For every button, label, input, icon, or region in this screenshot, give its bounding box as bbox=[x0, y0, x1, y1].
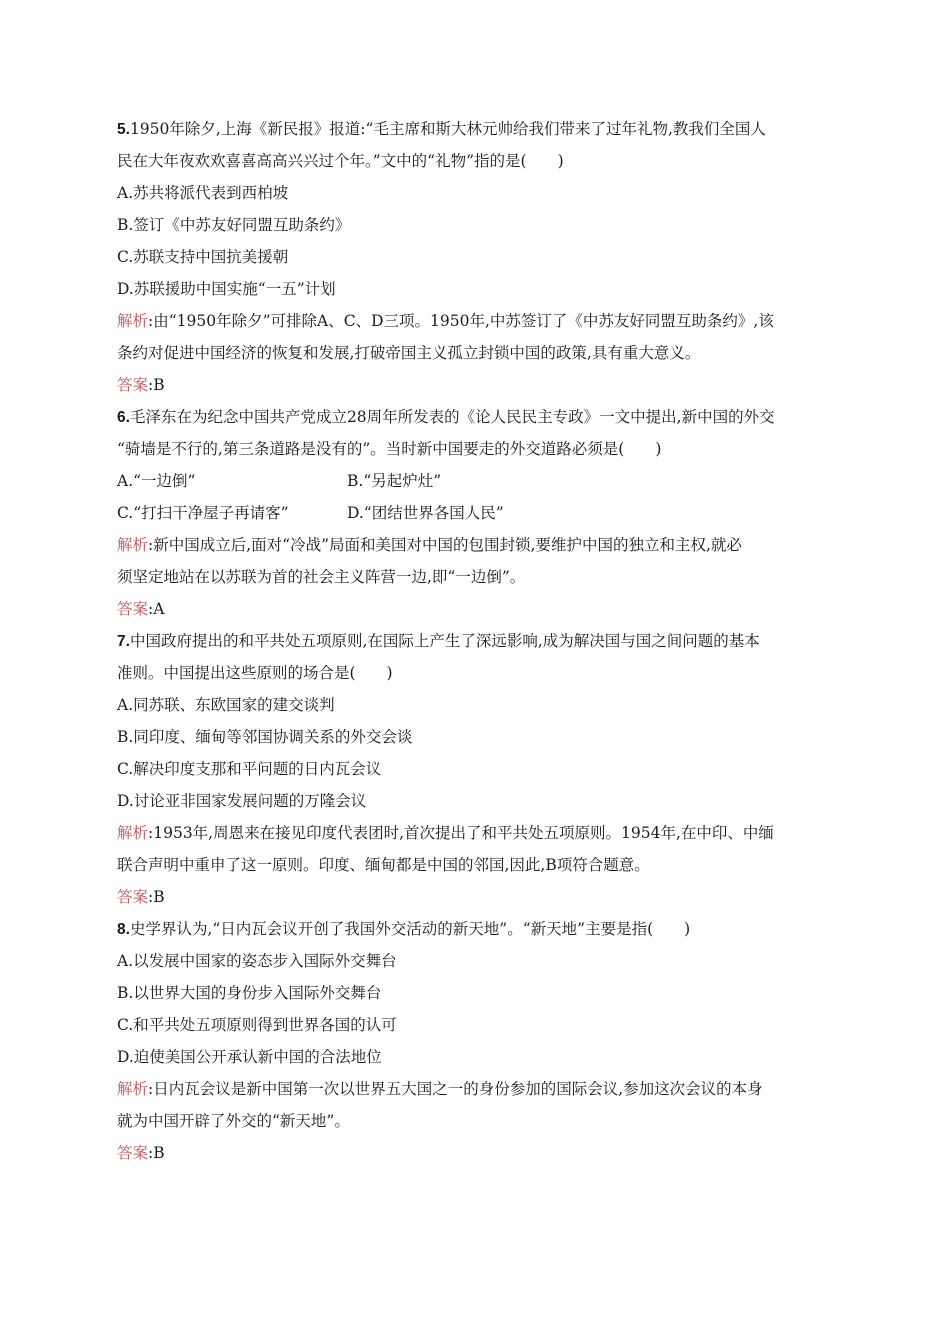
answer-line bbox=[117, 593, 837, 625]
answer-label: 答案 bbox=[117, 600, 149, 618]
option-d: D.迫使美国公开承认新中国的合法地位 bbox=[117, 1048, 382, 1066]
analysis-line: 解析:由“1950年除夕”可排除A、C、D三项。1950年,中苏签订了《中苏友好同盟互助条约》,该 bbox=[117, 312, 774, 330]
option-c: C.和平共处五项原则得到世界各国的认可 bbox=[117, 1016, 397, 1034]
option-row bbox=[117, 497, 837, 529]
analysis-line: 解析:日内瓦会议是新中国第一次以世界五大国之一的身份参加的国际会议,参加这次会议的本身 bbox=[117, 1080, 763, 1098]
answer-label: 答案 bbox=[117, 1144, 149, 1162]
option-b: B.“另起炉灶” bbox=[347, 472, 442, 490]
option-d: D.苏联援助中国实施“一五”计划 bbox=[117, 280, 336, 298]
question-number: 8. bbox=[117, 921, 130, 938]
question-stem-line: 准则。中国提出这些原则的场合是( ) bbox=[117, 664, 393, 682]
question-8 bbox=[117, 913, 837, 1169]
analysis-label: 解析 bbox=[117, 312, 149, 330]
option-a: A.同苏联、东欧国家的建交谈判 bbox=[117, 696, 335, 714]
option-a: A.以发展中国家的姿态步入国际外交舞台 bbox=[117, 952, 397, 970]
question-stem-line: “骑墙是不行的,第三条道路是没有的”。当时新中国要走的外交道路必须是( ) bbox=[117, 440, 662, 458]
analysis-line: 联合声明中重申了这一原则。印度、缅甸都是中国的邻国,因此,B项符合题意。 bbox=[117, 856, 650, 874]
option-b: B.同印度、缅甸等邻国协调关系的外交会谈 bbox=[117, 728, 413, 746]
question-stem-line: 6.毛泽东在为纪念中国共产党成立28周年所发表的《论人民民主专政》一文中提出,新中国的外交 bbox=[117, 408, 775, 426]
question-7 bbox=[117, 625, 837, 913]
option-c: C.解决印度支那和平问题的日内瓦会议 bbox=[117, 760, 382, 778]
option-a: A.苏共将派代表到西柏坡 bbox=[117, 184, 289, 202]
analysis-label: 解析 bbox=[117, 1080, 149, 1098]
analysis-line: 须坚定地站在以苏联为首的社会主义阵营一边,即“一边倒”。 bbox=[117, 568, 526, 586]
answer-label: 答案 bbox=[117, 888, 149, 906]
document-page bbox=[117, 113, 837, 1169]
question-stem-line: 7.中国政府提出的和平共处五项原则,在国际上产生了深远影响,成为解决国与国之间问题的基本 bbox=[117, 632, 760, 650]
question-number: 5. bbox=[117, 121, 130, 138]
analysis-line: 解析:1953年,周恩来在接见印度代表团时,首次提出了和平共处五项原则。1954年,在中印、中缅 bbox=[117, 824, 774, 842]
option-c: C.苏联支持中国抗美援朝 bbox=[117, 248, 289, 266]
question-stem-line: 民在大年夜欢欢喜喜高高兴兴过个年。”文中的“礼物”指的是( ) bbox=[117, 152, 564, 170]
option-a: A.“一边倒” bbox=[117, 472, 196, 490]
option-row bbox=[117, 465, 837, 497]
analysis-line: 就为中国开辟了外交的“新天地”。 bbox=[117, 1112, 350, 1130]
question-5 bbox=[117, 113, 837, 401]
answer-line bbox=[117, 369, 837, 401]
question-6 bbox=[117, 401, 837, 625]
answer-value: :B bbox=[148, 888, 165, 906]
option-b: B.签订《中苏友好同盟互助条约》 bbox=[117, 216, 351, 234]
analysis-label: 解析 bbox=[117, 536, 149, 554]
answer-line bbox=[117, 1137, 837, 1169]
option-b: B.以世界大国的身份步入国际外交舞台 bbox=[117, 984, 382, 1002]
option-d: D.“团结世界各国人民” bbox=[347, 504, 504, 522]
analysis-label: 解析 bbox=[117, 824, 149, 842]
question-number: 6. bbox=[117, 409, 130, 426]
question-stem-line: 5.1950年除夕,上海《新民报》报道:“毛主席和斯大林元帅给我们带来了过年礼物,教我们全国人 bbox=[117, 120, 766, 138]
option-d: D.讨论亚非国家发展问题的万隆会议 bbox=[117, 792, 367, 810]
answer-line bbox=[117, 881, 837, 913]
answer-value: :B bbox=[148, 1144, 165, 1162]
answer-value: :A bbox=[148, 600, 165, 618]
analysis-line: 条约对促进中国经济的恢复和发展,打破帝国主义孤立封锁中国的政策,具有重大意义。 bbox=[117, 344, 701, 362]
question-number: 7. bbox=[117, 633, 130, 650]
answer-label: 答案 bbox=[117, 376, 149, 394]
option-c: C.“打扫干净屋子再请客” bbox=[117, 504, 289, 522]
answer-value: :B bbox=[148, 376, 165, 394]
question-stem-line: 8.史学界认为,“日内瓦会议开创了我国外交活动的新天地”。“新天地”主要是指( ) bbox=[117, 920, 691, 938]
analysis-line: 解析:新中国成立后,面对“冷战”局面和美国对中国的包围封锁,要维护中国的独立和主权,就必 bbox=[117, 536, 742, 554]
